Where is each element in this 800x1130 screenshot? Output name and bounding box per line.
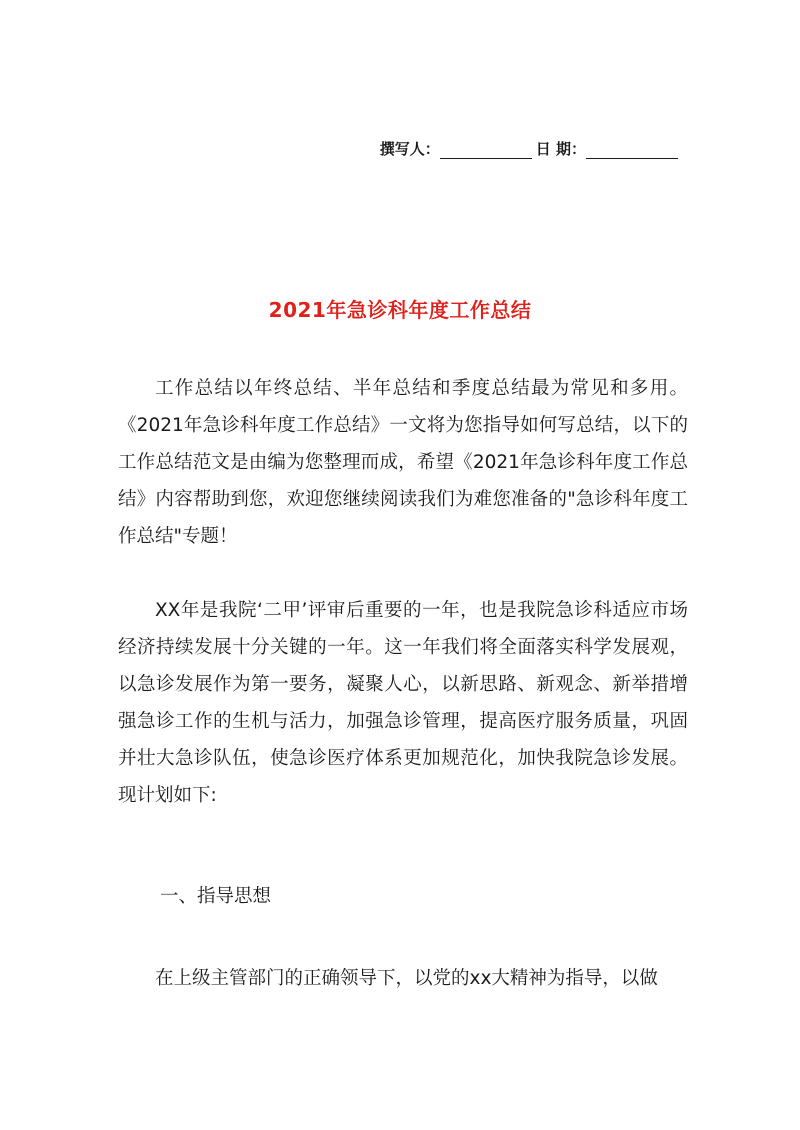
author-blank-field <box>440 142 532 159</box>
section-heading-guiding-ideology: 一、指导思想 <box>160 886 272 907</box>
author-date-line <box>380 138 680 159</box>
date-blank-field <box>586 142 678 159</box>
document-title: 2021年急诊科年度工作总结 <box>268 298 532 322</box>
author-label: 撰写人： <box>379 140 440 158</box>
plan-paragraph: XX年是我院‘二甲’评审后重要的一年，也是我院急诊科适应市场经济持续发展十分关键的一年。这一年我们将全面落实科学发展观，以急诊发展作为第一要务，凝聚人心，以新思路、新观念、新举措增强急诊工作的生机与活力，加强急诊管理，提高医疗服务质量，巩固并壮大急诊队伍，使急诊医疗体系更加规范化，加快我院急诊发展。现计划如下: <box>118 600 688 806</box>
section-paragraph-guiding-ideology: 在上级主管部门的正确领导下，以党的xx大精神为指导，以做 <box>155 968 658 989</box>
intro-paragraph: 工作总结以年终总结、半年总结和季度总结最为常见和多用。《2021年急诊科年度工作总结》一文将为您指导如何写总结，以下的工作总结范文是由编为您整理而成，希望《2021年急诊科年度工作总结》内容帮助到您，欢迎您继续阅读我们为难您准备的"急诊科年度工作总结"专题！ <box>118 378 688 547</box>
date-label: 日 期： <box>535 140 586 158</box>
